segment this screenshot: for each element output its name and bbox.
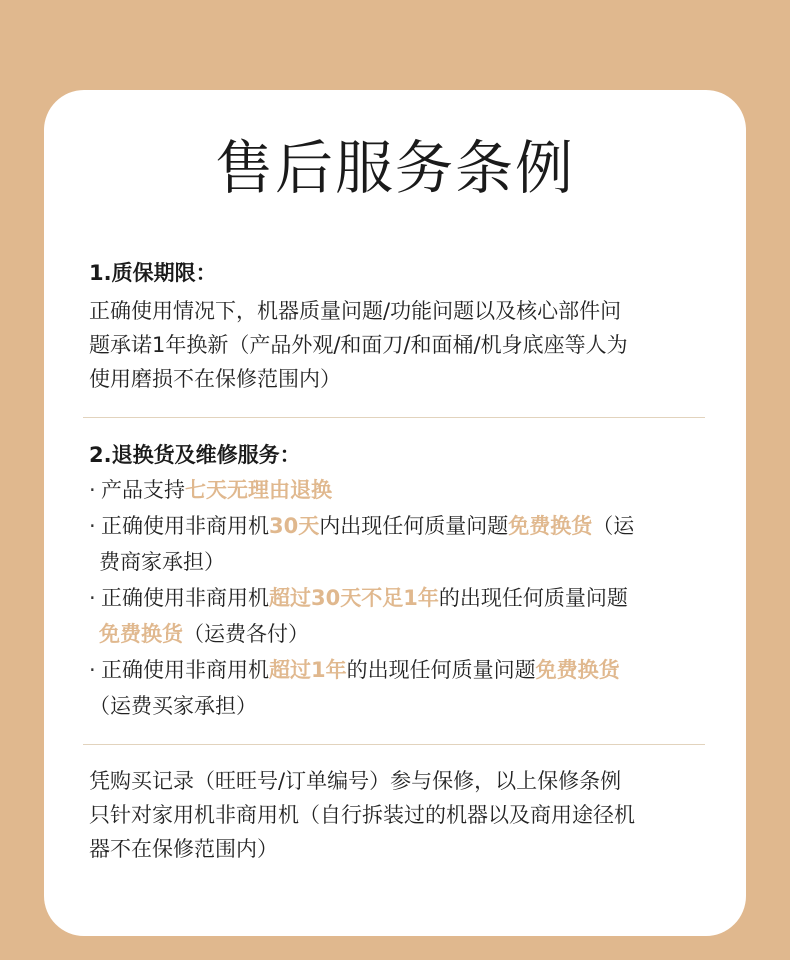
item-text: 正确使用非商用机 <box>101 514 269 538</box>
item-text: （运 <box>592 514 635 538</box>
item-continuation: （运费买家承担） <box>89 694 257 718</box>
highlight-text: 免费换货 <box>99 622 183 646</box>
highlight-text: 超过30天不足1年 <box>269 586 439 610</box>
item-continuation <box>89 616 714 652</box>
item-text: 产品支持 <box>101 478 185 502</box>
return-service-heading: 2.退换货及维修服务： <box>89 443 301 467</box>
warranty-line: 题承诺1年换新（产品外观/和面刀/和面桶/机身底座等人为 <box>89 333 628 357</box>
warranty-line: 正确使用情况下，机器质量问题/功能问题以及核心部件问 <box>89 299 622 323</box>
highlight-text: 免费换货 <box>508 514 593 538</box>
item-text: 正确使用非商用机 <box>101 658 269 682</box>
bullet-dot: · <box>89 658 96 682</box>
terms-content <box>89 258 714 866</box>
highlight-text: 七天无理由退换 <box>185 478 332 502</box>
warranty-period-text <box>89 294 714 396</box>
highlight-text: 免费换货 <box>535 658 620 682</box>
highlight-text: 30天 <box>269 514 320 538</box>
highlight-text: 超过1年 <box>269 658 347 682</box>
return-service-list <box>89 472 714 724</box>
item-text: 的出现任何质量问题 <box>346 658 536 682</box>
list-item <box>89 580 714 652</box>
bullet-dot: · <box>89 514 96 538</box>
note-line: 只针对家用机非商用机（自行拆装过的机器以及商用途径机 <box>89 803 635 827</box>
warranty-period-heading: 1.质保期限： <box>89 261 217 285</box>
page-title: 售后服务条例 <box>214 134 575 202</box>
list-item <box>89 472 714 508</box>
bullet-dot: · <box>89 586 96 610</box>
item-text: 内出现任何质量问题 <box>319 514 509 538</box>
item-text: 的出现任何质量问题 <box>438 586 628 610</box>
list-item <box>89 652 714 724</box>
section-divider <box>83 744 705 745</box>
item-text: （运费各付） <box>183 622 309 646</box>
warranty-line: 使用磨损不在保修范围内） <box>89 367 341 391</box>
item-continuation: 费商家承担） <box>99 550 225 574</box>
note-line: 凭购买记录（旺旺号/订单编号）参与保修，以上保修条例 <box>89 769 622 793</box>
warranty-note <box>89 764 714 866</box>
section-divider <box>83 417 705 418</box>
item-text: 正确使用非商用机 <box>101 586 269 610</box>
note-line: 器不在保修范围内） <box>89 837 278 861</box>
list-item <box>89 508 714 580</box>
bullet-dot: · <box>89 478 96 502</box>
